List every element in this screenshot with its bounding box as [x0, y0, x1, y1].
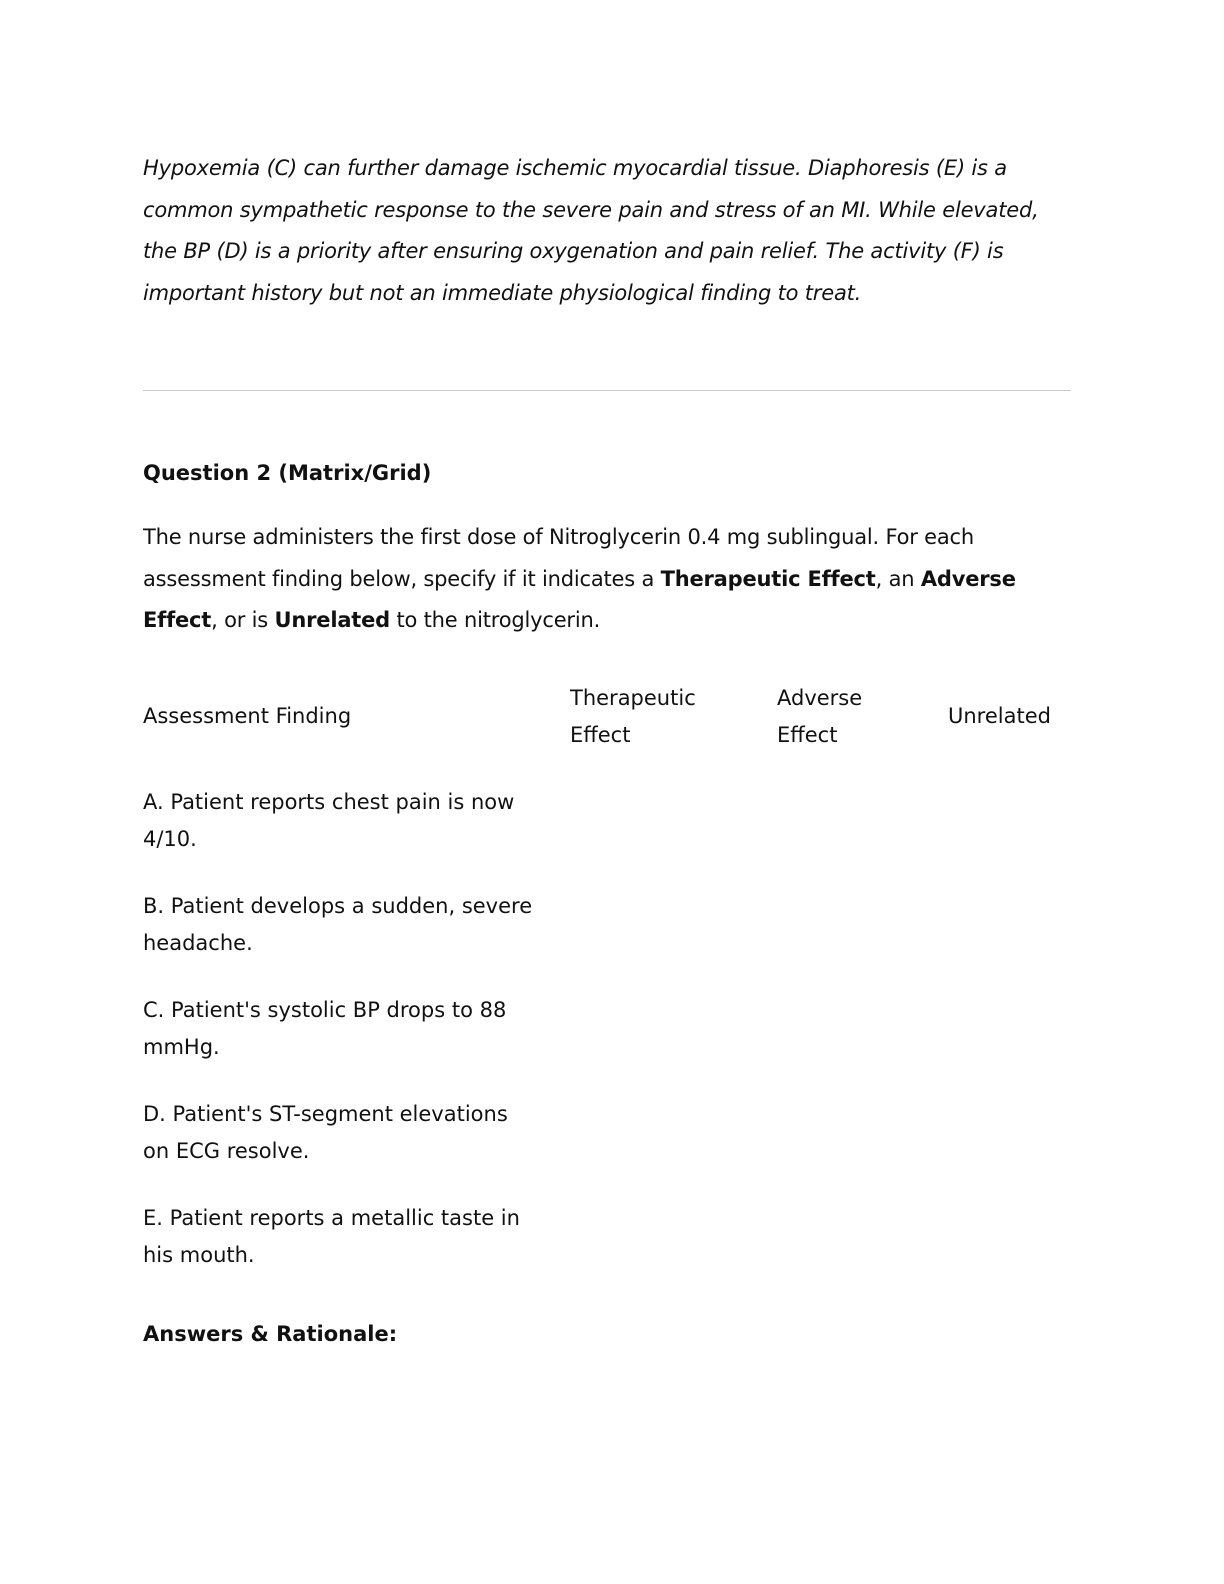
stem-text-4: to the nitroglycerin. — [390, 608, 601, 632]
stem-bold-unrelated: Unrelated — [274, 608, 390, 632]
grid-header-therapeutic-effect: Therapeutic Effect — [570, 686, 696, 747]
grid-row-finding-d: D. Patient's ST-segment elevations on ECG resolve. — [143, 1102, 508, 1163]
grid-row-finding-a: A. Patient reports chest pain is now 4/10. — [143, 790, 515, 851]
question-title: Question 2 (Matrix/Grid) — [143, 461, 432, 485]
answers-heading: Answers & Rationale: — [143, 1322, 398, 1346]
grid-header-unrelated: Unrelated — [948, 704, 1051, 728]
stem-text-3: , or is — [211, 608, 275, 632]
stem-text-1: The nurse administers the first dose of Nitroglycerin 0.4 mg sublingual. For each assessment finding below, specify if it indicates a — [143, 525, 975, 591]
previous-rationale-text: Hypoxemia (C) can further damage ischemic myocardial tissue. Diaphoresis (E) is a common sympathetic response to the severe pain and stress of an MI. While elevated, the BP (D) is a priority after ensuring oxygenation and pain relief. The activity (F) is important history but not an immediate physiological finding to treat. — [143, 156, 1039, 305]
section-divider — [143, 390, 1071, 391]
grid-row-finding-c: C. Patient's systolic BP drops to 88 mmHg. — [143, 998, 507, 1059]
stem-bold-therapeutic: Therapeutic Effect — [660, 566, 876, 591]
grid-row-finding-e: E. Patient reports a metallic taste in his mouth. — [143, 1206, 520, 1267]
stem-bold-adverse: Adverse Effect — [143, 566, 1016, 632]
question-stem — [143, 517, 1043, 642]
grid-header-adverse-effect: Adverse Effect — [777, 686, 863, 747]
grid-header-assessment-finding: Assessment Finding — [143, 704, 352, 728]
stem-text-2: , an — [875, 566, 921, 591]
grid-row-finding-b: B. Patient develops a sudden, severe headache. — [143, 894, 533, 955]
